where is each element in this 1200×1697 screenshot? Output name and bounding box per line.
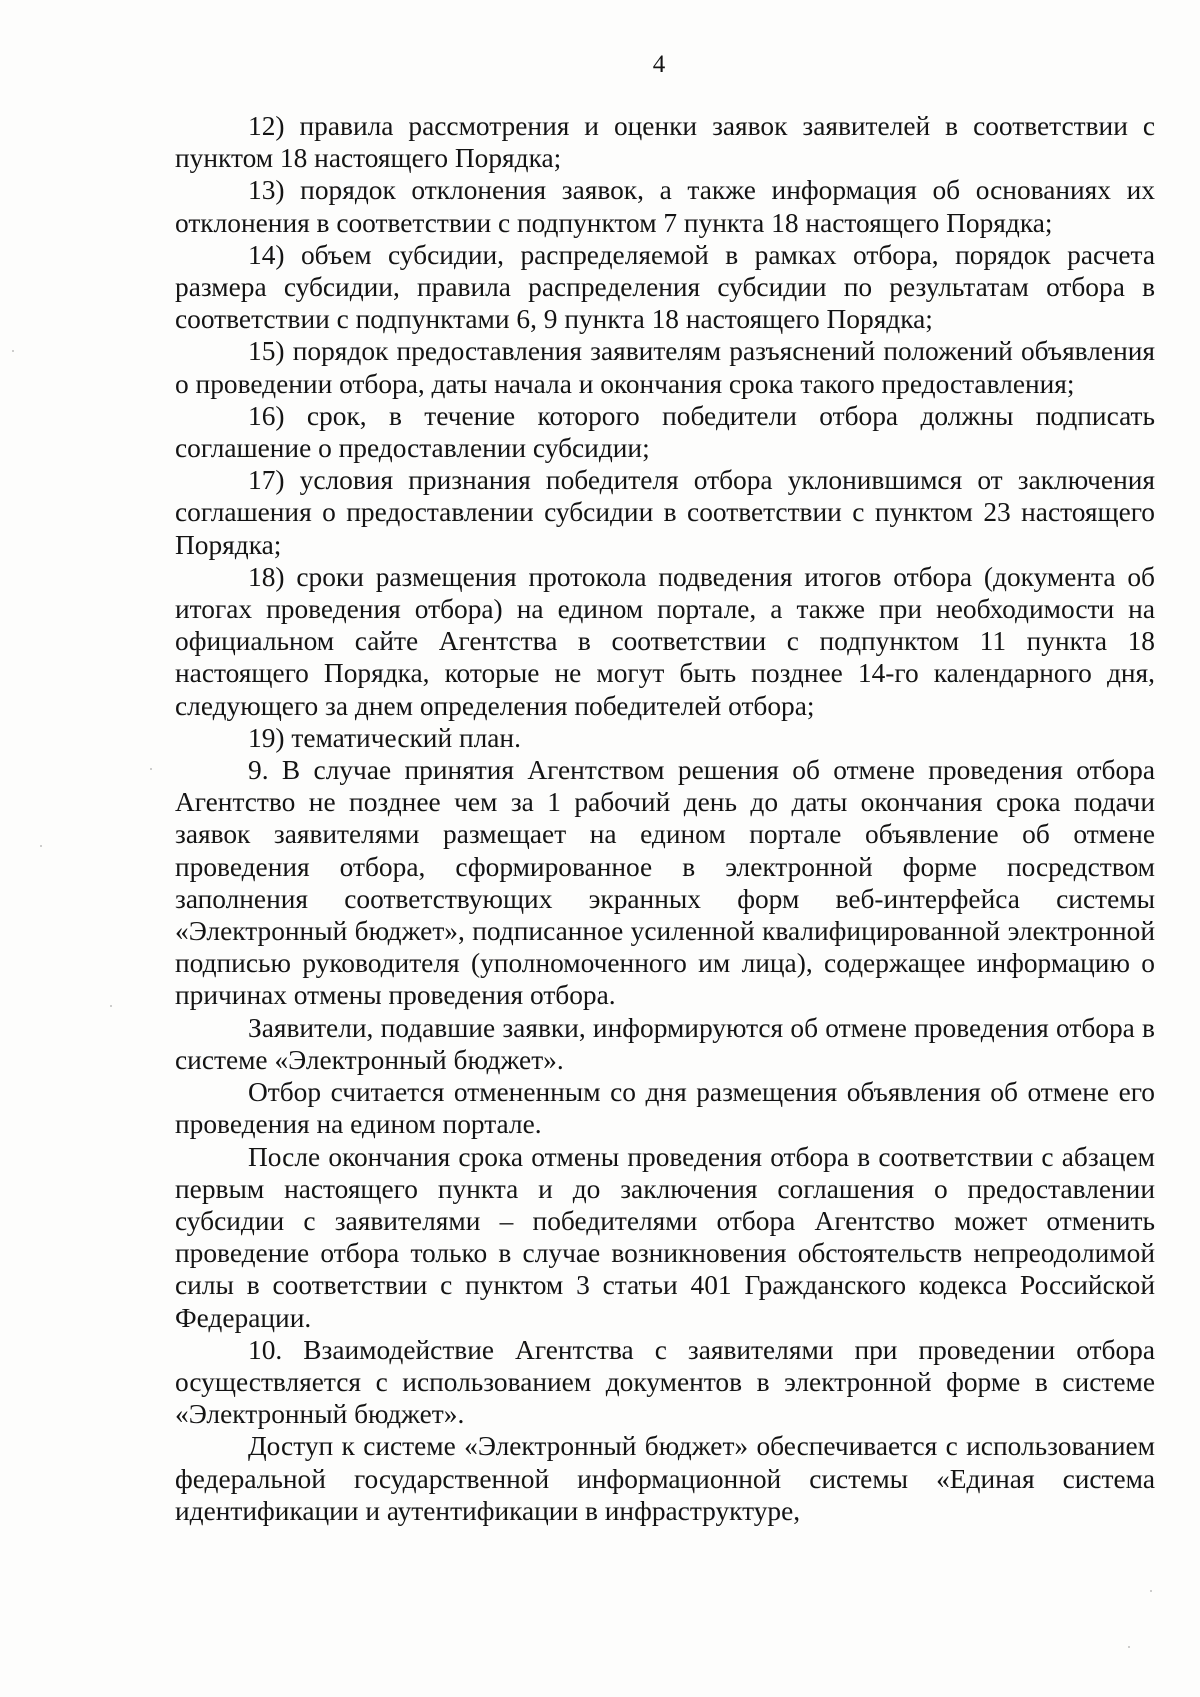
paragraph-item-13: 13) порядок отклонения заявок, а также информация об основаниях их отклонения в соответствии с подпунктом 7 пункта 18 настоящего Порядка; bbox=[175, 175, 1155, 238]
scan-speck bbox=[1150, 1590, 1152, 1592]
paragraph-cancellation-date: Отбор считается отмененным со дня размещения объявления об отмене его проведения на едином портале. bbox=[175, 1077, 1155, 1140]
scan-speck bbox=[110, 1005, 112, 1007]
paragraph-item-12: 12) правила рассмотрения и оценки заявок заявителей в соответствии с пунктом 18 настоящего Порядка; bbox=[175, 111, 1155, 174]
paragraph-clause-9: 9. В случае принятия Агентством решения об отмене проведения отбора Агентство не позднее чем за 1 рабочий день до даты окончания срока подачи заявок заявителями размещает на едином портале объявление об отмене проведения отбора, сформированное в электронной форме посредством заполнения соответствующих экранных форм веб-интерфейса системы «Электронный бюджет», подписанное усиленной квалифицированной электронной подписью руководителя (уполномоченного им лица), содержащее информацию о причинах отмены проведения отбора. bbox=[175, 755, 1155, 1011]
scan-speck bbox=[12, 350, 14, 352]
page-number: 4 bbox=[652, 51, 666, 78]
paragraph-clause-10: 10. Взаимодействие Агентства с заявителями при проведении отбора осуществляется с использованием документов в электронной форме в системе «Электронный бюджет». bbox=[175, 1334, 1155, 1430]
paragraph-item-16: 16) срок, в течение которого победители отбора должны подписать соглашение о предоставлении субсидии; bbox=[175, 400, 1155, 464]
document-body bbox=[175, 110, 1155, 1527]
paragraph-applicants-notice: Заявители, подавшие заявки, информируются об отмене проведения отбора в системе «Электронный бюджет». bbox=[175, 1012, 1155, 1075]
paragraph-item-17: 17) условия признания победителя отбора уклонившимся от заключения соглашения о предоставлении субсидии в соответствии с пунктом 23 настоящего Порядка; bbox=[175, 465, 1155, 560]
paragraph-item-14: 14) объем субсидии, распределяемой в рамках отбора, порядок расчета размера субсидии, правила распределения субсидии по результатам отбора в соответствии с подпунктами 6, 9 пункта 18 настоящего Порядка; bbox=[175, 239, 1155, 335]
paragraph-item-15: 15) порядок предоставления заявителям разъяснений положений объявления о проведении отбора, даты начала и окончания срока такого предоставления; bbox=[175, 336, 1155, 399]
paragraph-force-majeure: После окончания срока отмены проведения отбора в соответствии с абзацем первым настоящего пункта и до заключения соглашения о предоставлении субсидии с заявителями – победителями отбора Агентство может отменить проведение отбора только в случае возникновения обстоятельств непреодолимой силы в соответствии с пунктом 3 статьи 401 Гражданского кодекса Российской Федерации. bbox=[175, 1141, 1155, 1333]
scan-speck bbox=[40, 845, 42, 847]
paragraph-item-19: 19) тематический план. bbox=[248, 722, 521, 753]
paragraph-item-18: 18) сроки размещения протокола подведения итогов отбора (документа об итогах проведения отбора) на едином портале, а также при необходимости на официальном сайте Агентства в соответствии с подпунктом 11 пункта 18 настоящего Порядка, которые не могут быть позднее 14-го календарного дня, следующего за днем определения победителей отбора; bbox=[175, 561, 1155, 721]
paragraph-access: Доступ к системе «Электронный бюджет» обеспечивается с использованием федеральной государственной информационной системы «Единая система идентификации и аутентификации в инфраструктуре, bbox=[175, 1431, 1155, 1526]
scan-speck bbox=[150, 768, 152, 770]
scan-speck bbox=[1128, 1646, 1130, 1648]
